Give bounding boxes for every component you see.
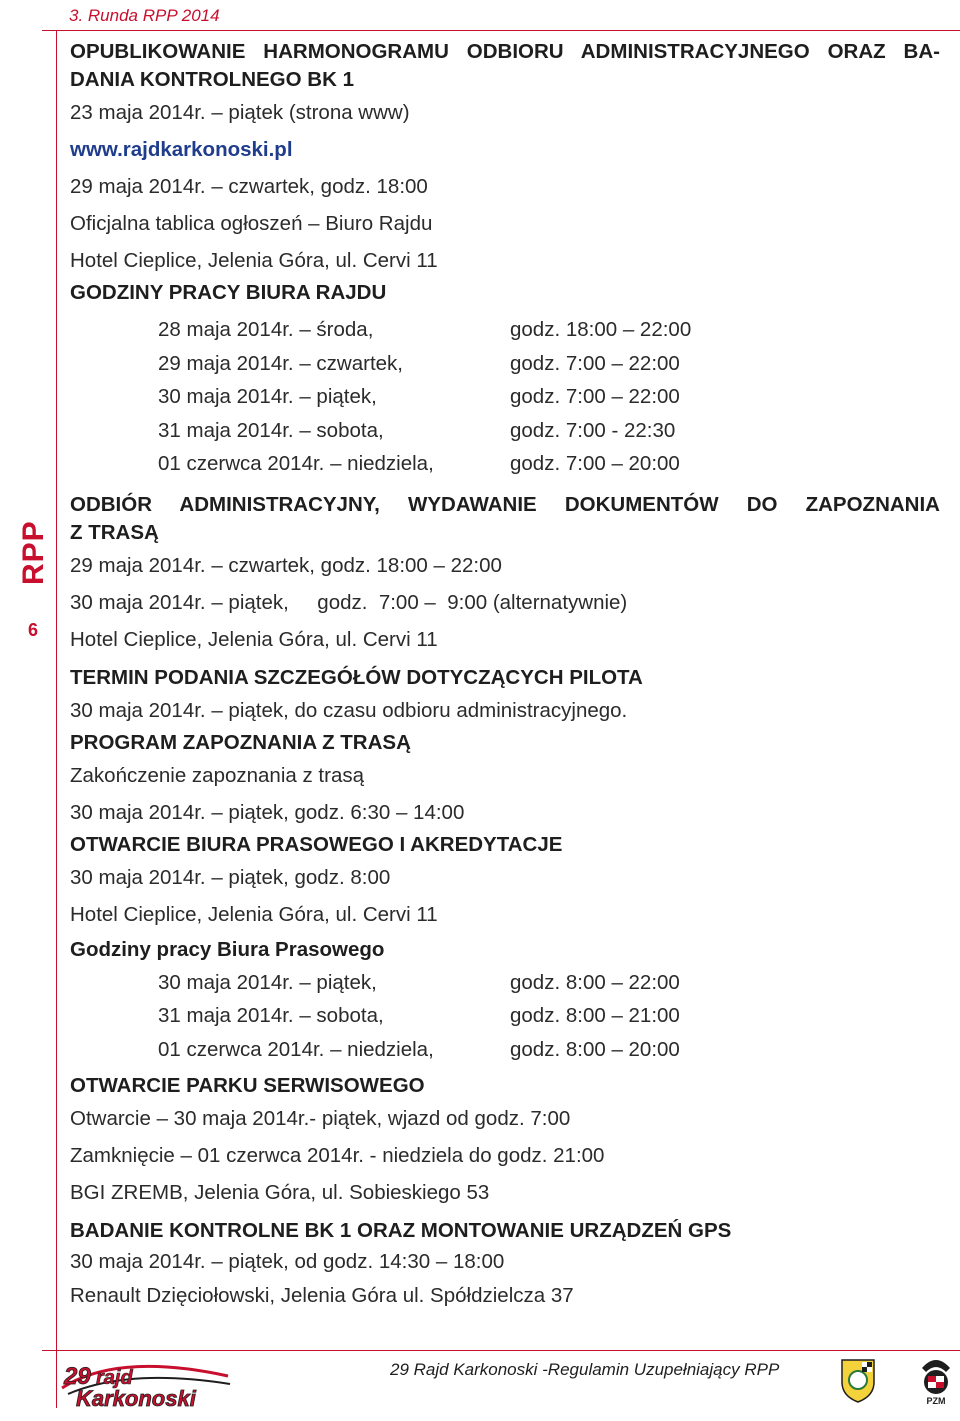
text-line: BGI ZREMB, Jelenia Góra, ul. Sobieskiego 53 — [70, 1181, 490, 1204]
text-line: 29 maja 2014r. – czwartek, godz. 18:00 – 22:00 — [70, 553, 502, 577]
text-line: 30 maja 2014r. – piątek, od godz. 14:30 – 18:00 — [70, 1250, 505, 1273]
schedule-row: 31 maja 2014r. – sobota, godz. 7:00 - 22:30 — [158, 418, 676, 442]
text-line: Hotel Cieplice, Jelenia Góra, ul. Cervi 11 — [70, 249, 438, 272]
text-line: Zamknięcie – 01 czerwca 2014r. - niedziela do godz. 21:00 — [70, 1144, 605, 1167]
logo-word1: rajd — [96, 1367, 133, 1389]
office-hours-schedule — [158, 313, 940, 481]
document-body — [70, 32, 940, 1313]
bottom-rule — [42, 1350, 960, 1351]
section-title-odbior-cont: Z TRASĄ — [70, 520, 159, 544]
side-rule — [56, 30, 57, 1408]
text-line: 30 maja 2014r. – piątek, do czasu odbioru administracyjnego. — [70, 698, 628, 722]
schedule-row: 01 czerwca 2014r. – niedziela, godz. 7:00 – 20:00 — [158, 452, 680, 475]
section-title-harmonogram-cont: DANIA KONTROLNEGO BK 1 — [70, 68, 354, 91]
section-title-biuro-prasowe: OTWARCIE BIURA PRASOWEGO I AKREDYTACJE — [70, 832, 563, 856]
text-line: Otwarcie – 30 maja 2014r.- piątek, wjazd od godz. 7:00 — [70, 1107, 571, 1130]
text-line: Hotel Cieplice, Jelenia Góra, ul. Cervi 11 — [70, 902, 438, 926]
section-title-bk1-gps: BADANIE KONTROLNE BK 1 ORAZ MONTOWANIE URZĄDZEŃ GPS — [70, 1219, 732, 1242]
schedule-row: 29 maja 2014r. – czwartek, godz. 7:00 – 22:00 — [158, 351, 680, 375]
schedule-row: 01 czerwca 2014r. – niedziela, godz. 8:00 – 20:00 — [158, 1037, 680, 1061]
logo-word2: Karkonoski — [76, 1386, 196, 1410]
text-line: 30 maja 2014r. – piątek, godz. 6:30 – 14:00 — [70, 800, 465, 824]
text-line: Renault Dzięciołowski, Jelenia Góra ul. Spółdzielcza 37 — [70, 1284, 574, 1307]
page-header-label: 3. Runda RPP 2014 — [69, 6, 220, 25]
text-line: 30 maja 2014r. – piątek, godz. 8:00 — [70, 865, 391, 889]
schedule-row: 30 maja 2014r. – piątek, godz. 8:00 – 22:00 — [158, 970, 680, 994]
section-title-park-serwisowy: OTWARCIE PARKU SERWISOWEGO — [70, 1074, 425, 1097]
page-number: 6 — [28, 620, 39, 640]
pzm-text: PZM — [926, 1396, 946, 1406]
text-line: Oficjalna tablica ogłoszeń – Biuro Rajdu — [70, 212, 433, 235]
rally-logo — [58, 1354, 234, 1415]
club-emblem-icon — [836, 1356, 880, 1409]
schedule-row: 30 maja 2014r. – piątek, godz. 7:00 – 22:00 — [158, 385, 680, 408]
section-title-harmonogram: OPUBLIKOWANIE HARMONOGRAMU ODBIORU ADMINISTRACYJNEGO ORAZ BA- — [70, 40, 940, 63]
text-line: 30 maja 2014r. – piątek, godz. 7:00 – 9:00 (alternatywnie) — [70, 590, 628, 614]
section-title-pilot: TERMIN PODANIA SZCZEGÓŁÓW DOTYCZĄCYCH PILOTA — [70, 665, 643, 689]
side-rpp-label: RPP — [17, 520, 50, 586]
top-rule — [42, 30, 960, 31]
pzm-logo-icon — [916, 1354, 956, 1411]
text-line: Hotel Cieplice, Jelenia Góra, ul. Cervi 11 — [70, 627, 438, 651]
text-line: 29 maja 2014r. – czwartek, godz. 18:00 — [70, 175, 428, 198]
text-line: Zakończenie zapoznania z trasą — [70, 763, 365, 787]
press-office-subtitle: Godziny pracy Biura Prasowego — [70, 937, 385, 961]
press-hours-schedule — [158, 966, 940, 1067]
text-line: 23 maja 2014r. – piątek (strona www) — [70, 101, 410, 124]
logo-number: 29 — [64, 1363, 91, 1390]
footer-text: 29 Rajd Karkonoski -Regulamin Uzupełniający RPP — [390, 1360, 780, 1379]
schedule-row: 28 maja 2014r. – środa, godz. 18:00 – 22:00 — [158, 318, 692, 341]
website-link[interactable]: www.rajdkarkonoski.pl — [70, 138, 293, 161]
schedule-row: 31 maja 2014r. – sobota, godz. 8:00 – 21:00 — [158, 1004, 680, 1027]
section-title-zapoznanie: PROGRAM ZAPOZNANIA Z TRASĄ — [70, 730, 411, 754]
section-title-odbior: ODBIÓR ADMINISTRACYJNY, WYDAWANIE DOKUMENTÓW DO ZAPOZNANIA — [70, 492, 940, 516]
section-title-biuro-hours: GODZINY PRACY BIURA RAJDU — [70, 281, 387, 304]
